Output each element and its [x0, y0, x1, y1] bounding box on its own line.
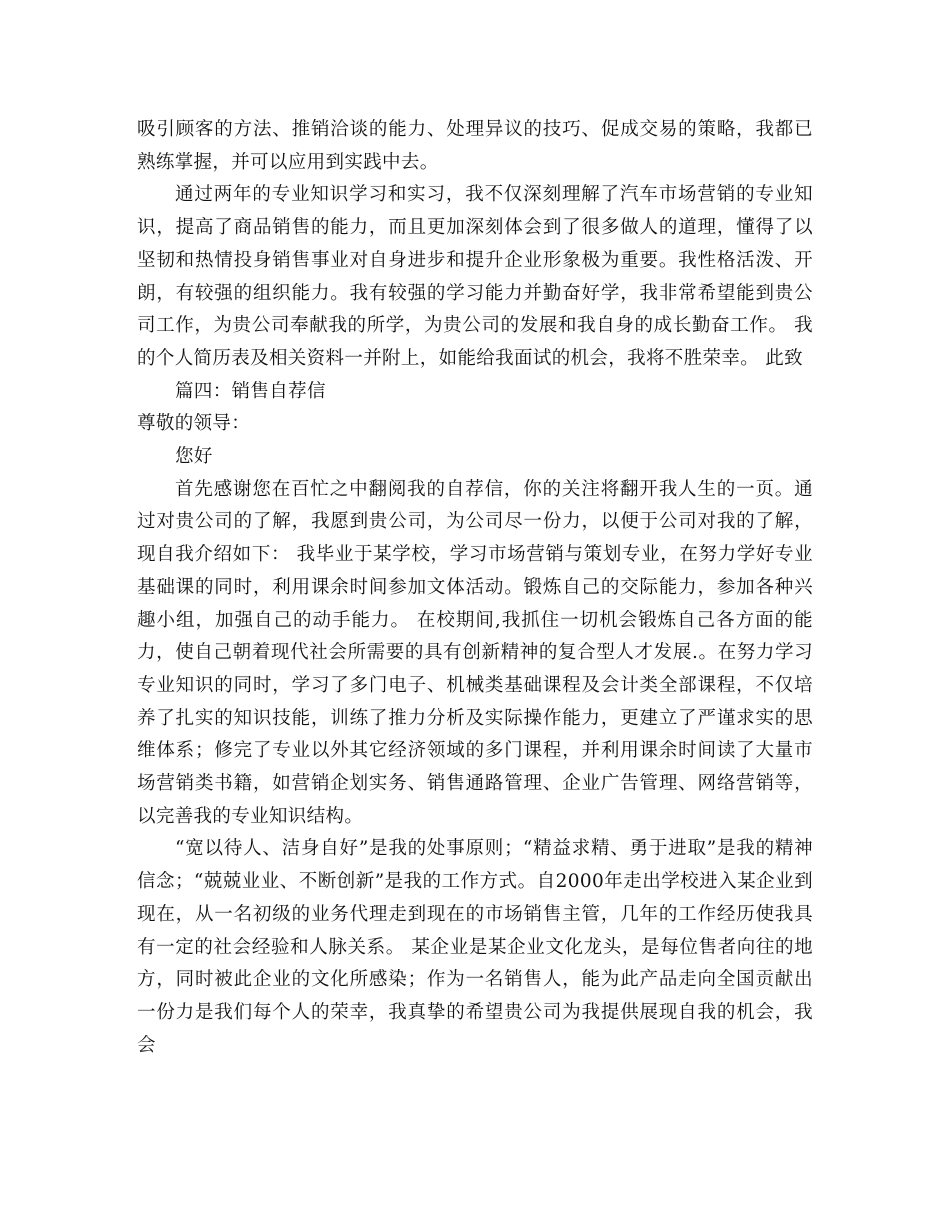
- paragraph-study-and-internship: 通过两年的专业知识学习和实习，我不仅深刻理解了汽车市场营销的专业知识，提高了商品销售的能力，而且更加深刻体会到了很多做人的道理，懂得了以坚韧和热情投身销售事业对自身进步和提升企业形象极为重要。我性格活泼、开朗，有较强的组织能力。我有较强的学习能力并勤奋好学，我非常希望能到贵公司工作，为贵公司奉献我的所学，为贵公司的发展和我自身的成长勤奋工作。 我的个人简历表及相关资料一并附上，如能给我面试的机会，我将不胜荣幸。 此致: [137, 184, 813, 369]
- paragraph-self-introduction: 首先感谢您在百忙之中翻阅我的自荐信，你的关注将翻开我人生的一页。通过对贵公司的了解，我愿到贵公司，为公司尽一份力，以便于公司对我的了解，现自我介绍如下： 我毕业于某学校，学习市场营销与策划专业，在努力学好专业基础课的同时，利用课余时间参加文体活动。锻炼自己的交际能力，参加各种兴趣小组，加强自己的动手能力。 在校期间,我抓住一切机会锻炼自己各方面的能力，使自己朝着现代社会所需要的具有创新精神的复合型人才发展.。在努力学习专业知识的同时，学习了多门电子、机械类基础课程及会计类全部课程，不仅培养了扎实的知识技能，训练了推力分析及实际操作能力，更建立了严谨求实的思维体系；修完了专业以外其它经济领域的多门课程，并利用课余时间读了大量市场营销类书籍，如营销企划实务、销售通路管理、企业广告管理、网络营销等，以完善我的专业知识结构。: [137, 478, 813, 827]
- paragraph-work-principles: “宽以待人、洁身自好”是我的处事原则；“精益求精、勇于进取”是我的精神信念；“兢兢业业、不断创新”是我的工作方式。自2000年走出学校进入某企业到现在，从一名初级的业务代理走到现在的市场销售主管，几年的工作经历使我具有一定的社会经验和人脉关系。 某企业是某企业文化龙头，是每位售者向往的地方，同时被此企业的文化所感染；作为一名销售人，能为此产品走向全国贡献出一份力是我们每个人的荣幸，我真挚的希望贵公司为我提供展现自我的机会，我会: [137, 838, 813, 1056]
- document-body: [137, 114, 813, 1062]
- section-heading: 篇四：销售自荐信: [175, 380, 326, 402]
- greeting: 您好: [175, 446, 213, 468]
- paragraph-sales-skills: 吸引顾客的方法、推销洽谈的能力、处理异议的技巧、促成交易的策略，我都已熟练掌握，并可以应用到实践中去。: [137, 119, 813, 173]
- salutation: 尊敬的领导：: [137, 413, 251, 435]
